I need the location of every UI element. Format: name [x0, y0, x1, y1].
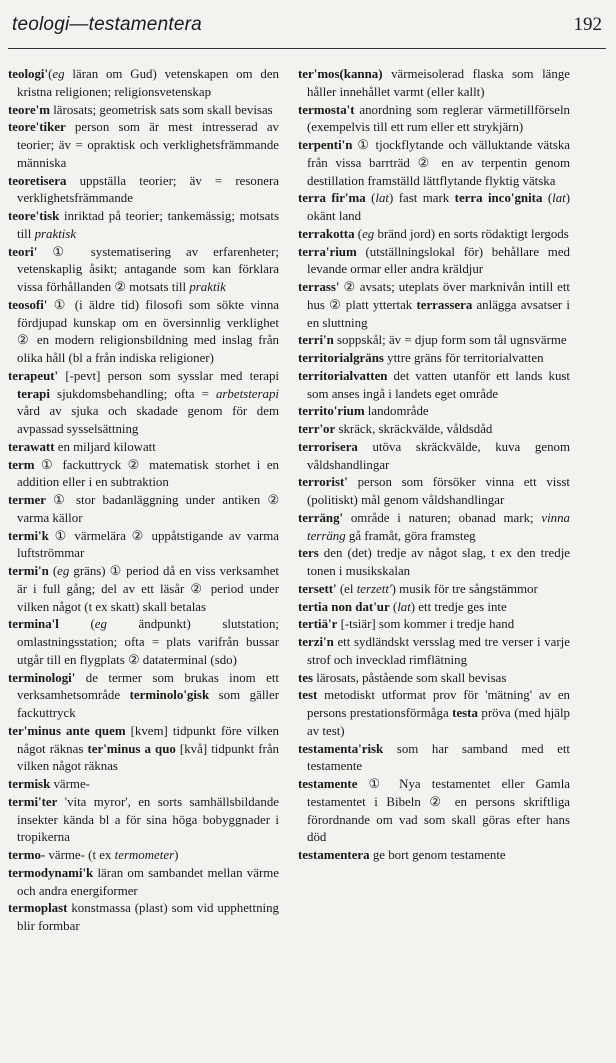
- dictionary-entry: [8, 457, 279, 493]
- dictionary-entry: [8, 723, 279, 776]
- entry-definition: (: [542, 191, 553, 206]
- entry-definition: (: [48, 564, 58, 578]
- entry-definition: ) musik för tre sångstämmor: [391, 581, 538, 596]
- dictionary-entry: [8, 208, 279, 244]
- entry-definition: de termer som brukas inom ett verksamhetsområde: [17, 670, 279, 703]
- dictionary-entry: [298, 581, 570, 599]
- entry-subheadword: terapi: [17, 386, 50, 401]
- entry-headword: ter'minus ante quem: [8, 723, 126, 738]
- entry-headword: termi'ter: [8, 794, 58, 809]
- entry-definition: lärosats; geometrisk sats som skall bevisas: [50, 102, 273, 117]
- entry-definition: person som försöker vinna ett visst (politiskt) mål genom våldshandlingar: [307, 475, 570, 507]
- entry-headword: terpenti'n: [298, 138, 353, 152]
- entry-definition: ) fast mark: [389, 191, 455, 206]
- entry-headword: termoplast: [8, 901, 68, 916]
- page-number: 192: [573, 14, 602, 35]
- entry-headword: teosofi': [8, 297, 48, 312]
- entry-definition: ① tjockflytande och välluktande vätska från vissa barrträd ② en av terpentin genom destillation framställd lättflytande flyktig vätska: [307, 138, 570, 188]
- dictionary-entry: [8, 900, 279, 936]
- entry-definition: pröva (med hjälp av test): [307, 706, 571, 738]
- entry-headword: teore'tisk: [8, 209, 60, 223]
- dictionary-entry: [8, 66, 279, 102]
- entry-headword: term: [8, 457, 35, 472]
- entry-headword: tersett': [298, 581, 337, 596]
- entry-headword: ters: [298, 546, 319, 561]
- entry-headword: teore'm: [8, 102, 50, 117]
- entry-definition: det vatten utanför ett lands kust som anses ingå i landets eget område: [307, 368, 570, 401]
- dictionary-entry: [298, 66, 570, 102]
- entry-italic-text: terzett': [356, 581, 392, 596]
- entry-headword: teologi': [8, 67, 49, 81]
- entry-definition: anordning som reglerar värmetillförseln (exempelvis till ett rum eller ett strykjärn): [307, 102, 570, 135]
- dictionary-entry: [8, 563, 279, 616]
- entry-headword: terri'n: [298, 333, 334, 348]
- entry-definition: utöva skräckvälde, kuva genom våldshandlingar: [307, 439, 570, 472]
- entry-headword: terräng': [298, 510, 344, 525]
- entry-headword: teore'tiker: [8, 120, 66, 135]
- entry-headword: teori': [8, 244, 38, 259]
- header-rule: [8, 48, 606, 49]
- dictionary-entry: [298, 226, 570, 244]
- entry-definition: person som är mest intresserad av teorier; äv = opraktisk och verklighetsfrämmande människa: [17, 120, 279, 170]
- entry-headword: terawatt: [8, 439, 55, 454]
- left-column: [8, 66, 279, 936]
- entry-definition: ① Nya testamentet eller Gamla testamentet i Bibeln ② en persons skriftliga förordnande om vad som skall göras efter hans död: [307, 777, 570, 845]
- entry-headword: terminologi': [8, 670, 76, 685]
- dictionary-entry: [8, 297, 279, 368]
- entry-definition: en miljard kilowatt: [54, 439, 156, 454]
- entry-italic-text: eg: [52, 67, 65, 81]
- entry-headword: termo-: [8, 848, 46, 862]
- dictionary-entry: [298, 439, 570, 475]
- entry-definition: konstmassa (plast) som vid upphettning blir formbar: [17, 901, 279, 933]
- entry-definition: uppställa teorier; äv = resonera verklighetsfrämmande: [17, 173, 279, 206]
- dictionary-entry: [298, 545, 570, 581]
- dictionary-entry: [8, 865, 279, 901]
- entry-definition: ) okänt land: [307, 191, 571, 223]
- entry-definition: (utställningslokal för) behållare med levande ormar eller andra kräldjur: [307, 244, 570, 277]
- entry-subheadword: terminolo'gisk: [129, 688, 210, 703]
- entry-headword: testamente: [298, 777, 358, 791]
- entry-headword: terrorist': [298, 475, 348, 490]
- entry-headword: territo'rium: [298, 404, 365, 419]
- dictionary-entry: [8, 173, 279, 209]
- dictionary-entry: [8, 368, 279, 439]
- dictionary-entry: [298, 421, 570, 439]
- entry-definition: (: [58, 617, 95, 632]
- dictionary-entry: [8, 244, 279, 297]
- entry-italic-text: termometer: [114, 848, 175, 862]
- entry-italic-text: praktisk: [34, 226, 77, 241]
- entry-definition: ① stor badanläggning under antiken ② varma källor: [17, 493, 279, 525]
- dictionary-entry: [298, 474, 570, 510]
- entry-definition: [-pevt] person som sysslar med terapi: [58, 368, 279, 383]
- dictionary-entry: [298, 332, 570, 350]
- dictionary-entry: [8, 102, 279, 120]
- entry-headword: terapeut': [8, 368, 59, 383]
- entry-definition: ① värmelära ② uppåtstigande av varma luftströmmar: [17, 528, 279, 561]
- entry-definition: ett sydländskt versslag med tre verser i varje strof och invecklad rimflätning: [307, 635, 570, 667]
- entry-italic-text: praktik: [189, 280, 226, 294]
- entry-definition: lärosats, påstående som skall bevisas: [313, 670, 507, 685]
- entry-headword: terrakotta: [298, 226, 355, 241]
- entry-italic-text: eg: [94, 617, 107, 632]
- entry-headword: terra fir'ma: [298, 191, 366, 206]
- entry-headword: termer: [8, 493, 46, 507]
- dictionary-entry: [8, 528, 279, 564]
- dictionary-entry: [298, 137, 570, 190]
- entry-headword: terzi'n: [298, 635, 334, 649]
- entry-definition: (el: [336, 581, 357, 596]
- entry-definition: (: [354, 226, 363, 241]
- entry-headword: testamenta'risk: [298, 741, 384, 756]
- entry-definition: sjukdomsbehandling; ofta =: [49, 386, 216, 401]
- entry-italic-text: lat: [397, 599, 411, 614]
- entry-headword: terrorisera: [298, 439, 358, 454]
- dictionary-entry: [8, 776, 279, 794]
- entry-definition: ① fackuttryck ② matematisk storhet i en addition eller i en subtraktion: [17, 457, 279, 490]
- dictionary-entry: [8, 670, 279, 723]
- entry-definition: metodiskt utformat prov för 'mätning' av en persons prestationsförmåga: [307, 688, 570, 720]
- dictionary-entry: [298, 776, 570, 847]
- entry-headword: termodynami'k: [8, 865, 94, 880]
- entry-definition: landområde: [364, 404, 429, 419]
- dictionary-entry: [298, 190, 570, 226]
- entry-italic-text: arbetsterapi: [215, 386, 279, 401]
- dictionary-entry: [298, 102, 570, 138]
- dictionary-entry: [298, 741, 570, 777]
- running-head-title: teologi—testamentera: [12, 14, 202, 35]
- dictionary-entry: [298, 279, 570, 332]
- entry-subheadword: testa: [452, 706, 478, 720]
- entry-definition: värmeisolerad flaska som länge håller innehållet varmt (eller kallt): [307, 67, 570, 99]
- dictionary-entry: [298, 687, 570, 740]
- entry-italic-text: eg: [57, 564, 70, 578]
- dictionary-entry: [8, 616, 279, 669]
- dictionary-entry: [8, 439, 279, 457]
- entry-headword: termi'n: [8, 564, 49, 578]
- entry-definition: (: [389, 599, 398, 614]
- entry-headword: tertiä'r: [298, 617, 338, 632]
- entry-definition: läran om sambandet mellan värme och andra energiformer: [17, 865, 279, 898]
- entry-definition: som har samband med ett testamente: [307, 741, 570, 774]
- entry-headword: termina'l: [8, 617, 59, 632]
- entry-definition: gräns) ① period då en viss verksamhet är i full gång; del av ett läsår ② period under vilken något (t ex skatt) skall betalas: [17, 564, 279, 614]
- entry-headword: ter'mos(kanna): [298, 67, 383, 81]
- entry-definition: 'vita myror', en sorts samhällsbildande insekter kända bl a för sina höga bobyggnader i tropikerna: [17, 794, 279, 845]
- entry-headword: termi'k: [8, 528, 49, 543]
- entry-definition: ) ett tredje ges inte: [410, 599, 507, 614]
- entry-headword: testamentera: [298, 848, 370, 862]
- dictionary-entry: [298, 616, 570, 634]
- entry-definition: soppskål; äv = djup form som tål ugnsvärme: [333, 333, 567, 348]
- entry-headword: terra'rium: [298, 244, 357, 259]
- dictionary-entry: [298, 350, 570, 368]
- right-column: [298, 66, 570, 865]
- dictionary-entry: [298, 403, 570, 421]
- entry-definition: (: [48, 67, 53, 81]
- entry-definition: ② avsats; uteplats över marknivån intill ett hus ② platt yttertak: [307, 280, 570, 312]
- entry-headword: termisk: [8, 777, 51, 791]
- entry-definition: värme- (t ex: [45, 848, 115, 862]
- dictionary-entry: [8, 847, 279, 865]
- entry-definition: [kvå] tidpunkt från vilken något räknas: [17, 741, 280, 774]
- dictionary-entry: [8, 119, 279, 172]
- dictionary-entry: [8, 492, 279, 528]
- entry-definition: inriktad på teorier; tankemässig; motsats till: [17, 209, 279, 241]
- dictionary-entry: [298, 244, 570, 280]
- dictionary-entry: [298, 634, 570, 670]
- entry-definition: ändpunkt) slutstation; omlastningsstation; ofta = plats varifrån bussar utgår till en flygplats ② dataterminal (sdo): [17, 617, 279, 667]
- entry-definition: [kvem] tidpunkt före vilken något räknas: [17, 723, 279, 756]
- entry-definition: [-tsiär] som kommer i tredje hand: [337, 617, 515, 632]
- entry-headword: terr'or: [298, 422, 336, 436]
- entry-definition: ① (i äldre tid) filosofi som sökte vinna fördjupad kunskap om en översinnlig verklighet ② en modern religionsbildning med inslag från olika håll (bl a från indiska religioner): [17, 297, 279, 365]
- entry-headword: teoretisera: [8, 173, 67, 188]
- entry-definition: ): [174, 848, 179, 862]
- entry-definition: skräck, skräckvälde, våldsdåd: [335, 422, 493, 436]
- dictionary-entry: [8, 794, 279, 847]
- entry-definition: yttre gräns för territorialvatten: [383, 351, 544, 365]
- entry-italic-text: eg: [362, 226, 375, 241]
- entry-definition: anlägga avsatser i en sluttning: [307, 297, 570, 330]
- entry-definition: bränd jord) en sorts rödaktigt lergods: [374, 226, 569, 241]
- dictionary-entry: [298, 670, 570, 688]
- entry-headword: termosta't: [298, 102, 355, 117]
- dictionary-entry: [298, 510, 570, 546]
- entry-definition: värme-: [50, 777, 90, 791]
- dictionary-entry: [298, 847, 570, 865]
- entry-headword: tes: [298, 670, 314, 685]
- entry-definition: läran om Gud) vetenskapen om den kristna religionen; religionsvetenskap: [17, 67, 279, 99]
- entry-subheadword: ter'minus a quo: [87, 741, 176, 756]
- entry-headword: test: [298, 688, 318, 703]
- dictionary-entry: [298, 368, 570, 404]
- page-header: [12, 14, 602, 44]
- entry-definition: område i naturen; obanad mark;: [343, 510, 542, 525]
- entry-definition: ge bort genom testamente: [369, 848, 506, 862]
- dictionary-entry: [298, 599, 570, 617]
- entry-definition: gå framåt, göra framsteg: [345, 528, 476, 543]
- entry-definition: (: [365, 191, 376, 206]
- entry-definition: ① systematisering av erfarenheter; vetenskaplig åsikt; antagande som kan förklara vissa förhållanden ② motsats till: [17, 244, 279, 294]
- entry-italic-text: lat: [375, 191, 390, 206]
- entry-italic-text: vinna terräng: [307, 510, 570, 543]
- entry-definition: den (det) tredje av något slag, t ex den tredje tonen i musikskalan: [307, 546, 570, 578]
- entry-headword: territorialgräns: [298, 351, 384, 365]
- entry-headword: territorialvatten: [298, 368, 388, 383]
- entry-subheadword: terrassera: [416, 297, 473, 312]
- entry-subheadword: terra inco'gnita: [454, 191, 543, 206]
- entry-definition: vård av sjuka och skadade genom för dem avpassad sysselsättning: [17, 404, 279, 436]
- entry-headword: tertia non dat'ur: [298, 599, 390, 614]
- entry-definition: som gäller fackuttryck: [17, 688, 280, 720]
- entry-italic-text: lat: [552, 191, 566, 206]
- entry-headword: terrass': [298, 280, 340, 294]
